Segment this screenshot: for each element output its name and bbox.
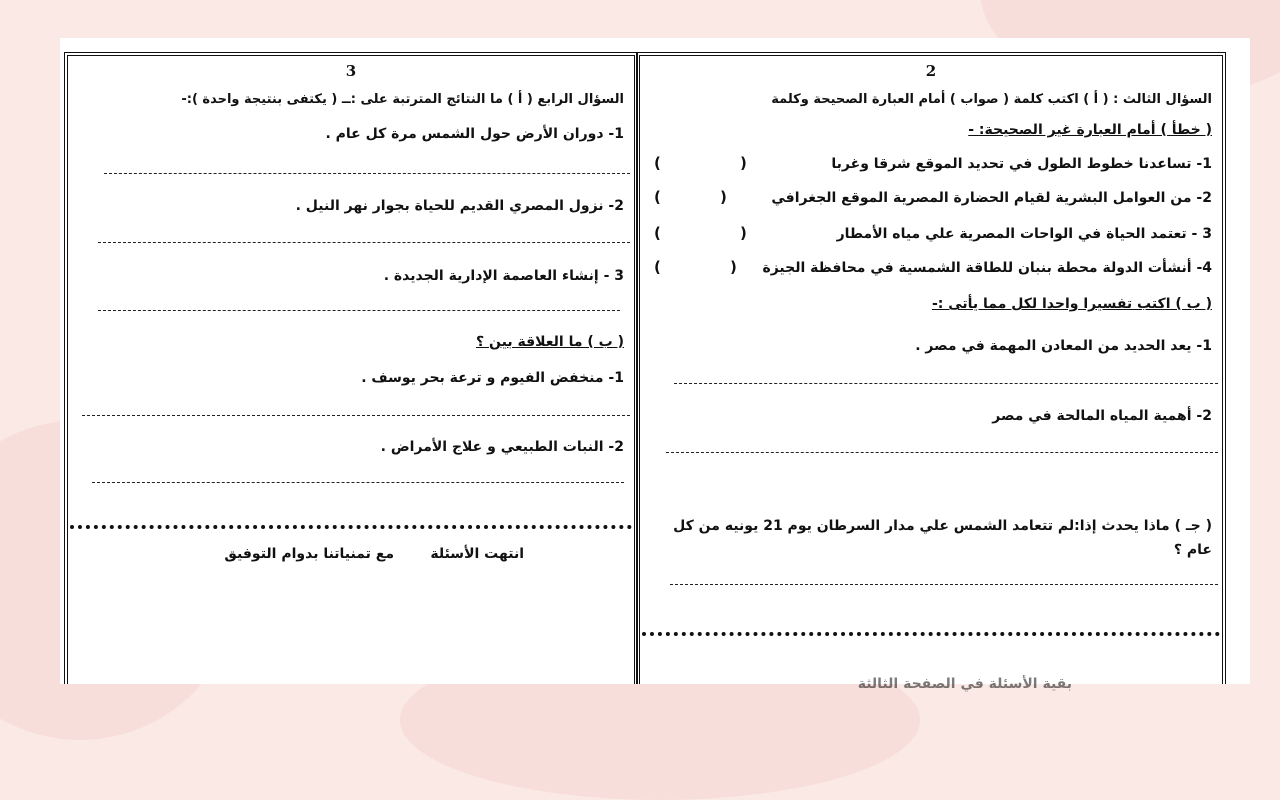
answer-line[interactable] [670,584,1218,585]
section-divider [70,525,632,529]
page-two-panel [636,52,1226,692]
question-three-header-line1: السؤال الثالث : ( أ ) اكتب كلمة ( صواب ) أمام العبارة الصحيحة وكلمة [771,92,1212,107]
true-false-item-3: 3 - تعتمد الحياة في الواحات المصرية علي مياه الأمطار [836,226,1212,242]
answer-paren-open: ( [740,154,747,172]
relation-item-1: 1- منخفض الفيوم و ترعة بحر يوسف . [361,370,624,386]
answer-paren-close: ) [654,188,661,206]
answer-line[interactable] [674,383,1218,384]
answer-line[interactable] [82,415,630,416]
true-false-item-1: 1- تساعدنا خطوط الطول في تحديد الموقع شرقا وغربا [831,156,1212,172]
answer-paren-close: ) [654,258,661,276]
exam-sheet [60,38,1250,692]
section-divider [642,632,1220,636]
page-three-panel [64,52,638,684]
answer-paren-open: ( [720,188,727,206]
part-b-header: ( ب ) ما العلاقة بين ؟ [476,334,624,350]
question-four-item-2: 2- نزول المصري القديم للحياة بجوار نهر النيل . [295,198,624,214]
explain-item-2: 2- أهمية المياه المالحة في مصر [992,408,1212,424]
answer-line[interactable] [92,482,624,483]
part-c-question: ( جـ ) ماذا يحدث إذا:لم تتعامد الشمس علي مدار السرطان يوم 21 يونيه من كل عام ؟ [673,518,1212,558]
answer-paren-open: ( [740,224,747,242]
relation-item-2: 2- النبات الطبيعي و علاج الأمراض . [380,439,624,455]
part-b-header: ( ب ) اكتب تفسيرا واحدا لكل مما يأتى :- [931,296,1212,312]
question-three-header-line2: ( خطأ ) أمام العبارة غير الصحيحة: - [968,122,1212,138]
explain-item-1: 1- يعد الحديد من المعادن المهمة في مصر . [915,338,1212,354]
answer-line[interactable] [666,452,1218,453]
question-four-header: السؤال الرابع ( أ ) ما النتائج المترتبة على :ــ ( يكتفى بنتيجة واحدة ):- [181,92,624,107]
continued-note: بقية الأسئلة في الصفحة الثالثة [857,676,1072,692]
answer-paren-close: ) [654,154,661,172]
answer-line[interactable] [98,310,620,311]
answer-line[interactable] [98,242,630,243]
closing-end-text: انتهت الأسئلة [430,546,524,562]
true-false-item-4: 4- أنشأت الدولة محطة بنبان للطاقة الشمسية في محافظة الجيزة [762,260,1212,276]
answer-paren-close: ) [654,224,661,242]
answer-paren-open: ( [730,258,737,276]
question-four-item-1: 1- دوران الأرض حول الشمس مرة كل عام . [325,126,624,142]
question-four-item-3: 3 - إنشاء العاصمة الإدارية الجديدة . [383,268,624,284]
closing-wish-text: مع تمنياتنا بدوام التوفيق [224,546,394,562]
page-number: 3 [345,62,357,80]
page-number: 2 [925,62,937,80]
answer-line[interactable] [104,173,630,174]
true-false-item-2: 2- من العوامل البشرية لقيام الحضارة المصرية الموقع الجغرافي [771,190,1212,206]
